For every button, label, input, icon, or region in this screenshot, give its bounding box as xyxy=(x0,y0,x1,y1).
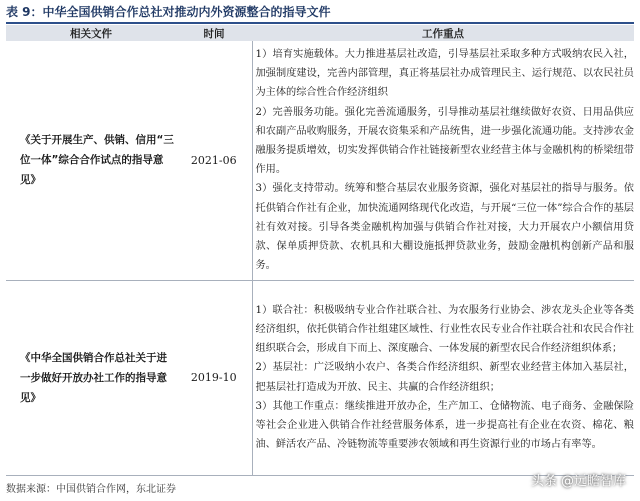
key-point: 1）联合社：积极吸纳专业合作社联合社、为农服务行业协会、涉农龙头企业等各类经济组织，依托供销合作社组建区域性、行业性农民专业合作社联合社和农民合作社组织联合会，形成自下而上、深度融合、一体发展的新型农民合作经济组织体系； xyxy=(255,304,634,355)
row-file-name: 《关于开展生产、供销、信用“三位一体”综合合作试点的指导意见》 xyxy=(6,41,176,280)
row-key-points xyxy=(252,41,634,280)
table-title: 表 9：中华全国供销合作总社对推动内外资源整合的指导文件 xyxy=(6,2,634,24)
table-row xyxy=(6,280,634,475)
row-time: 2021-06 xyxy=(176,41,252,280)
data-source-note: 数据来源：中国供销合作网，东北证券 xyxy=(6,484,176,495)
row-key-points xyxy=(252,280,634,475)
table-header-row xyxy=(6,25,634,41)
watermark: 头条 @远瞻智库 xyxy=(530,474,626,489)
header-file: 相关文件 xyxy=(6,25,176,41)
table-row xyxy=(6,41,634,280)
key-point: 2）完善服务功能。强化完善流通服务，引导推动基层社继续做好农资、日用品供应和农副产品收购服务，开展农资集采和产品统售，进一步强化流通功能。支持涉农金融服务提质增效，切实发挥供销合作社链接新型农业经营主体与金融机构的桥梁纽带作用。 xyxy=(255,106,634,176)
key-point: 2）基层社：广泛吸纳小农户、各类合作经济组织、新型农业经营主体加入基层社，把基层社打造成为开放、民主、共赢的合作经济组织； xyxy=(255,362,634,393)
row-time: 2019-10 xyxy=(176,280,252,475)
key-point: 3）强化支持带动。统筹和整合基层农业服务资源，强化对基层社的指导与服务。依托供销合作社有企业，加快流通网络现代化改造，与开展“三位一体”综合合作的基层社有效对接。引导各类金融机构加强与供销合作社对接，大力开展农户小额信用贷款、保单质押贷款、农机具和大棚设施抵押贷款业务，鼓励金融机构创新产品和服务。 xyxy=(255,183,634,272)
header-time: 时间 xyxy=(176,25,252,41)
key-point: 1）培育实施载体。大力推进基层社改造，引导基层社采取多种方式吸纳农民入社，加强制度建设，完善内部管理，真正将基层社办成管理民主、运行规范、以农民社员为主体的综合性合作经济组织 xyxy=(255,49,634,99)
header-points: 工作重点 xyxy=(252,25,634,41)
key-point: 3）其他工作重点：继续推进开放办企，生产加工、仓储物流、电子商务、金融保险等社会企业进入供销合作社经营服务体系，进一步提高社有企业在农资、棉花、粮油、鲜活农产品、冷链物流等重要涉农领域和再生资源行业的市场占有率等。 xyxy=(255,400,634,451)
row-file-name: 《中华全国供销合作总社关于进一步做好开放办社工作的指导意见》 xyxy=(6,280,176,475)
policy-table xyxy=(6,25,634,476)
